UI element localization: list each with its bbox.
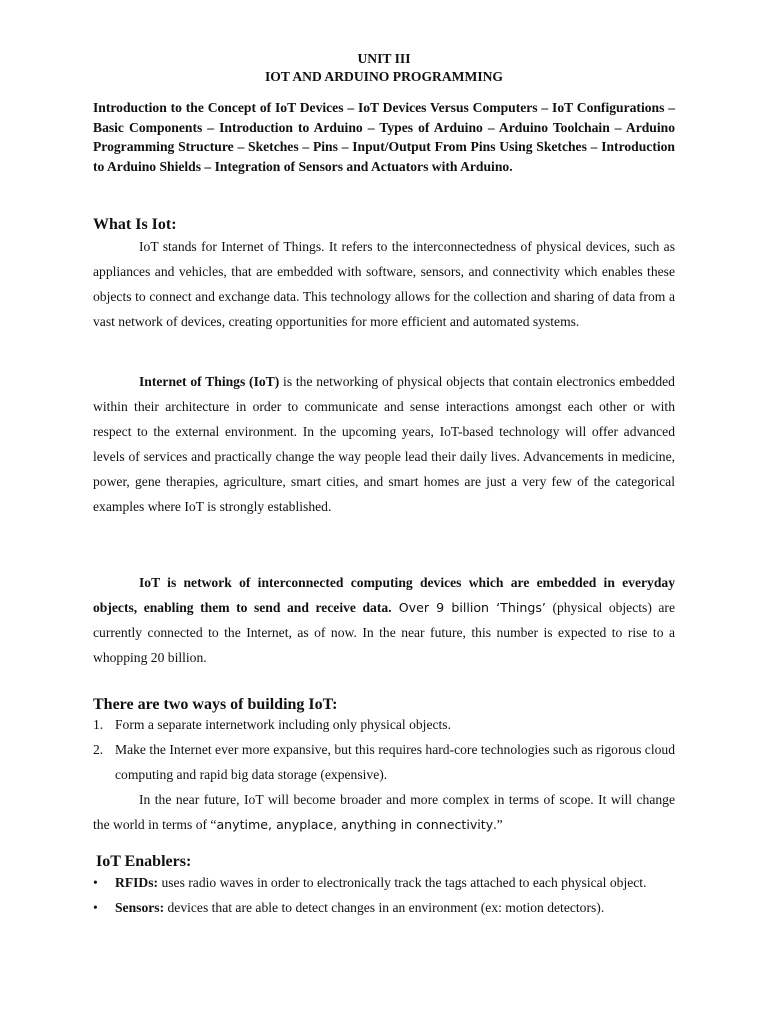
connectivity-phrase: anytime, anyplace, anything in connectivity [216,817,494,832]
paragraph-iot-network-devices [93,570,675,670]
list-item [93,737,675,787]
heading-what-is-iot: What Is Iot: [93,216,177,233]
list-item-text: Form a separate internetwork including only physical objects. [115,717,451,732]
bold-iot-network-statement: IoT is network of interconnected computing devices which are embedded in everyday objects, enabling them to send and receive data. [93,575,675,615]
list-item [93,870,675,895]
list-item [93,895,675,920]
paragraph-future-iot-end: .” [493,817,503,832]
heading-two-ways: There are two ways of building IoT: [93,696,338,713]
list-item [93,712,675,737]
paragraph-future-iot-start: In the near future, IoT will become broader and more complex in terms of scope. It will change the world in terms of “ [93,792,675,832]
enabler-term: Sensors: [115,900,165,915]
term-internet-of-things: Internet of Things (IoT) [139,374,280,389]
bullet-marker: • [93,900,98,915]
enabler-description: devices that are able to detect changes in an environment (ex: motion detectors). [164,900,605,915]
enablers-list [93,870,675,920]
list-marker: 2. [93,742,104,757]
list-item-text: Make the Internet ever more expansive, but this requires hard-core technologies such as rigorous cloud computing and rapid big data storage (expensive). [115,742,675,782]
unit-title: IOT AND ARDUINO PROGRAMMING [264,69,504,84]
things-count-statement: Over 9 billion ‘Things’ [391,600,546,615]
paragraph-iot-definition: IoT stands for Internet of Things. It refers to the interconnectedness of physical devices, such as appliances and vehicles, that are embedded with software, sensors, and connectivity which enables these objects to connect and exchange data. This technology allows for the collection and sharing of data from a vast network of devices, creating opportunities for more efficient and automated systems. [93,239,675,329]
list-marker: 1. [93,717,104,732]
syllabus-topics: Introduction to the Concept of IoT Devices – IoT Devices Versus Computers – IoT Configurations – Basic Components – Introduction to Arduino – Types of Arduino – Arduino Toolchain – Arduino Programming Structure – Sketches – Pins – Input/Output From Pins Using Sketches – Introduction to Arduino Shields – Integration of Sensors and Actuators with Arduino. [93,100,675,174]
bullet-marker: • [93,875,98,890]
two-ways-list [93,712,675,787]
paragraph-iot-networking [93,369,675,519]
paragraph-iot-network-devices-text: (physical objects) are currently connected to the Internet, as of now. In the near future, this number is expected to rise to a whopping 20 billion. [93,600,675,665]
enabler-description: uses radio waves in order to electronically track the tags attached to each physical object. [158,875,647,890]
heading-iot-enablers: IoT Enablers: [96,853,192,870]
enabler-term: RFIDs: [115,875,159,890]
unit-number: UNIT III [357,51,411,66]
paragraph-iot-networking-text: is the networking of physical objects that contain electronics embedded within their architecture in order to communicate and sense interactions amongst each other or with respect to the external environment. In the upcoming years, IoT-based technology will offer advanced levels of services and practically change the way people lead their daily lives. Advancements in medicine, power, gene therapies, agriculture, smart cities, and smart homes are just a very few of the categorical examples where IoT is strongly established. [93,374,675,514]
paragraph-future-iot [93,787,675,837]
